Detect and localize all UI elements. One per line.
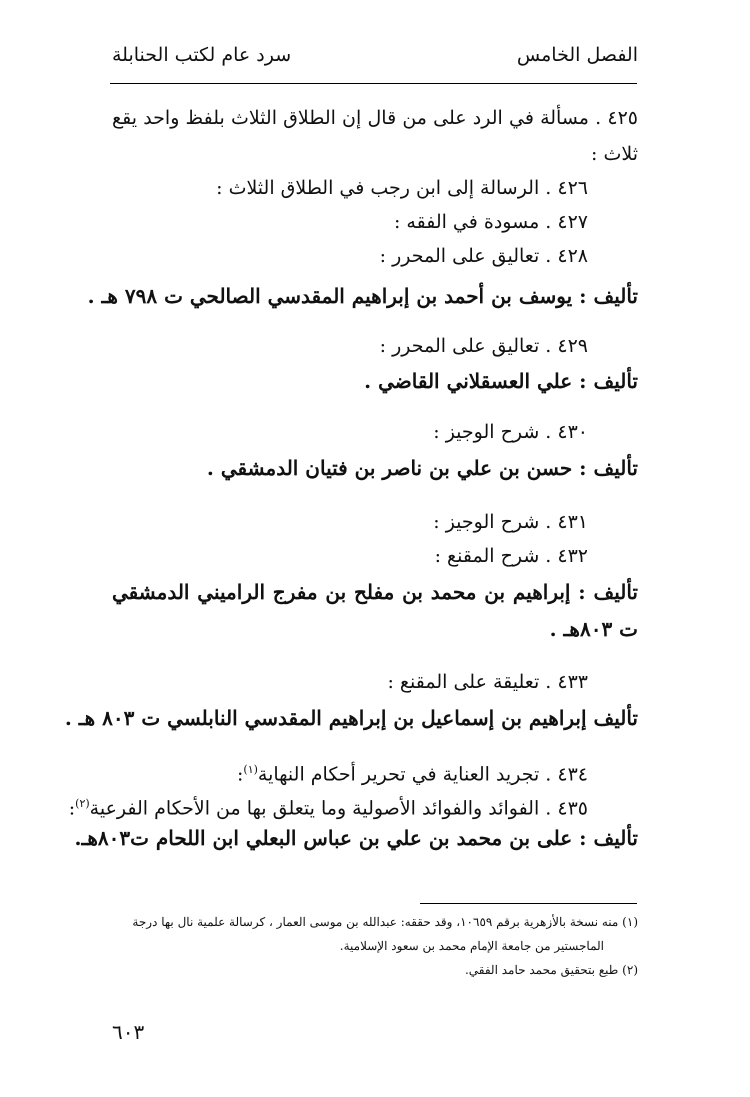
footnote-rule [420,903,637,904]
footnote: (٢) طبع بتحقيق محمد حامد الفقي. [464,963,638,977]
entry-line: ٤٢٥ . مسألة في الرد على من قال إن الطلاق الثلاث بلفظ واحد يقع [112,107,638,129]
header-rule [110,83,637,84]
author-line: تأليف : على بن محمد بن علي بن عباس البعلي ابن اللحام ت٨٠٣هـ. [74,826,638,850]
entry-line: ٤٢٧ . مسودة في الفقه : [393,211,588,233]
entry-line: ثلاث : [591,143,638,165]
section-title: سرد عام لكتب الحنابلة [112,44,292,66]
entry-line: ٤٣٠ . شرح الوجيز : [433,421,588,443]
entry-line: ٤٢٩ . تعاليق على المحرر : [379,335,588,357]
author-line: ت ٨٠٣هـ . [549,617,638,641]
footnote-ref: (٢) [75,797,90,810]
chapter-title: الفصل الخامس [516,44,638,66]
footnote-ref: (١) [243,763,258,776]
entry-line: ٤٢٨ . تعاليق على المحرر : [379,245,588,267]
author-line: تأليف : حسن بن علي بن ناصر بن فتيان الدمشقي . [206,456,638,480]
entry-line: ٤٣٣ . تعليقة على المقنع : [387,671,588,693]
entry-line: ٤٣٤ . تجريد العناية في تحرير أحكام النهاية$^{(١)}$: [236,763,588,786]
author-line: تأليف : يوسف بن أحمد بن إبراهيم المقدسي الصالحي ت ٧٩٨ هـ . [87,284,638,308]
footnote: الماجستير من جامعة الإمام محمد بن سعود الإسلامية. [339,939,604,953]
entry-line: ٤٣٥ . الفوائد والفوائد الأصولية وما يتعلق بها من الأحكام الفرعية$^{(٢)}$: [68,797,588,820]
author-line: تأليف إبراهيم بن إسماعيل بن إبراهيم المقدسي النابلسي ت ٨٠٣ هـ . [64,706,638,730]
author-line: تأليف : إبراهيم بن محمد بن مفلح بن مفرج الراميني الدمشقي [112,580,638,604]
footnote: (١) منه نسخة بالأزهرية برقم ١٠٦٥٩، وقد حققه: عبدالله بن موسى العمار ، كرسالة علمية نال بها درجة [132,915,638,929]
page-number: ٦٠٣ [112,1020,145,1044]
entry-line: ٤٣١ . شرح الوجيز : [433,511,588,533]
entry-line: ٤٣٢ . شرح المقنع : [434,545,588,567]
author-line: تأليف : علي العسقلاني القاضي . [364,369,638,393]
entry-line: ٤٢٦ . الرسالة إلى ابن رجب في الطلاق الثلاث : [216,177,588,199]
